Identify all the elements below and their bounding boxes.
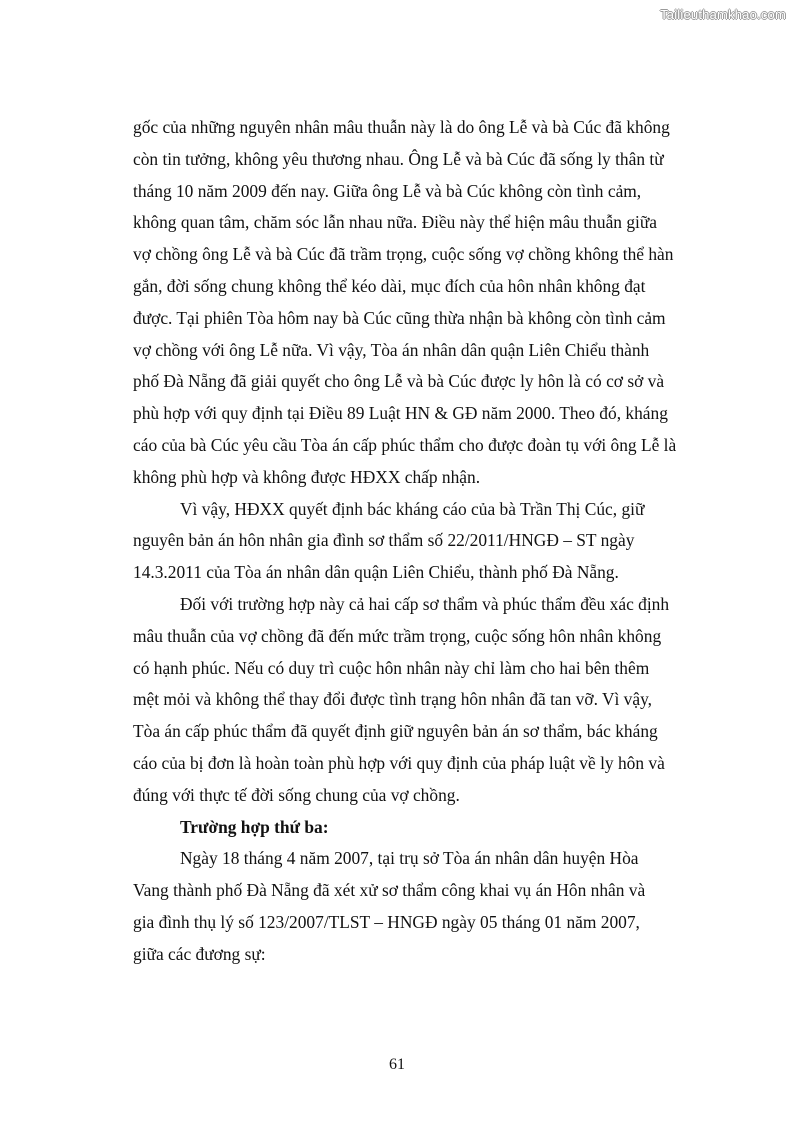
- paragraph-decision: Vì vậy, HĐXX quyết định bác kháng cáo của bà Trần Thị Cúc, giữ nguyên bản án hôn nhân gia đình sơ thẩm số 22/2011/HNGĐ – ST ngày 14.3.2011 của Tòa án nhân dân quận Liên Chiểu, thành phố Đà Nẵng.: [133, 498, 645, 583]
- paragraph-analysis: Đối với trường hợp này cả hai cấp sơ thẩm và phúc thẩm đều xác định mâu thuẫn của vợ chồng đã đến mức trầm trọng, cuộc sống hôn nhân không có hạnh phúc. Nếu có duy trì cuộc hôn nhân này chỉ làm cho hai bên thêm mệt mỏi và không thể thay đổi được tình trạng hôn nhân đã tan vỡ. Vì vậy, Tòa án cấp phúc thẩm đã quyết định giữ nguyên bản án sơ thẩm, bác kháng cáo của bị đơn là hoàn toàn phù hợp với quy định của pháp luật về ly hôn và đúng với thực tế đời sống chung của vợ chồng.: [133, 593, 670, 805]
- paragraph-case-three: Ngày 18 tháng 4 năm 2007, tại trụ sở Tòa án nhân dân huyện Hòa Vang thành phố Đà Nẵng đã xét xử sơ thẩm công khai vụ án Hôn nhân và gia đình thụ lý số 123/2007/TLST – HNGĐ ngày 05 tháng 01 năm 2007, giữa các đương sự:: [133, 848, 646, 964]
- paragraph-continuation: gốc của những nguyên nhân mâu thuẫn này là do ông Lễ và bà Cúc đã không còn tin tưởng, không yêu thương nhau. Ông Lễ và bà Cúc đã sống ly thân từ tháng 10 năm 2009 đến nay. Giữa ông Lễ và bà Cúc không còn tình cảm, không quan tâm, chăm sóc lẫn nhau nữa. Điều này thể hiện mâu thuẫn giữa vợ chồng ông Lễ và bà Cúc đã trầm trọng, cuộc sống vợ chồng không thể hàn gắn, đời sống chung không thể kéo dài, mục đích của hôn nhân không đạt được. Tại phiên Tòa hôm nay bà Cúc cũng thừa nhận bà không còn tình cảm vợ chồng với ông Lễ nữa. Vì vậy, Tòa án nhân dân quận Liên Chiểu thành phố Đà Nẵng đã giải quyết cho ông Lễ và bà Cúc được ly hôn là có cơ sở và phù hợp với quy định tại Điều 89 Luật HN & GĐ năm 2000. Theo đó, kháng cáo của bà Cúc yêu cầu Tòa án cấp phúc thẩm cho được đoàn tụ với ông Lễ là không phù hợp và không được HĐXX chấp nhận.: [133, 117, 677, 487]
- document-body: [133, 112, 718, 971]
- page-number: 61: [389, 1056, 405, 1073]
- section-heading: Trường hợp thứ ba:: [180, 816, 329, 837]
- watermark-text: Tailieuthamkhao.com: [660, 7, 786, 22]
